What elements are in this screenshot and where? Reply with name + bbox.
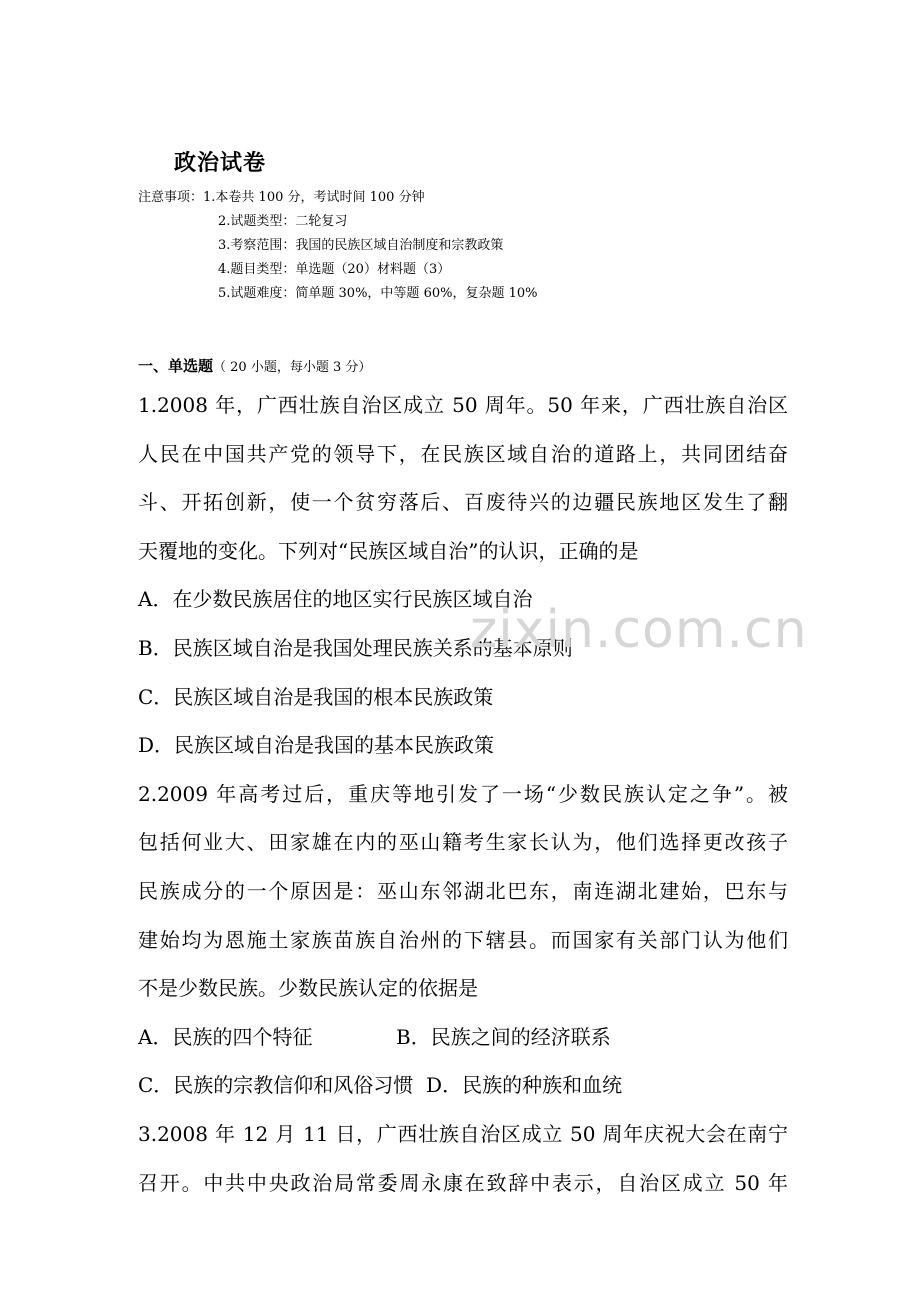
question-2-option-c: C．民族的宗教信仰和风俗习惯 <box>138 1073 414 1098</box>
watermark: zixin.com.cn <box>470 600 808 660</box>
question-2-options-row <box>138 1061 788 1110</box>
question-2-line: 不是少数民族。少数民族认定的依据是 <box>138 976 478 1001</box>
question-1-option-b: B．民族区域自治是我国处理民族关系的基本原则 <box>138 635 573 660</box>
section-meta: （ 20 小题，每小题 3 分） <box>213 360 372 375</box>
question-2-line: 建始均为恩施土家族苗族自治州的下辖县。而国家有关部门认为他们 <box>138 927 788 952</box>
question-1-option-a: A．在少数民族居住的地区实行民族区域自治 <box>138 587 533 612</box>
question-3-line: 3.2008 年 12 月 11 日，广西壮族自治区成立 50 周年庆祝大会在南宁 <box>138 1121 788 1146</box>
question-2-option-d: D．民族的种族和血统 <box>426 1073 623 1098</box>
section-heading <box>138 355 371 376</box>
notes-item: 1.本卷共 100 分，考试时间 100 分钟 <box>203 190 425 205</box>
notes-item: 3.考察范围：我国的民族区域自治制度和宗教政策 <box>218 238 504 253</box>
page-title: 政治试卷 <box>174 150 267 176</box>
question-1-line: 1.2008 年，广西壮族自治区成立 50 周年。50 年来，广西壮族自治区 <box>138 393 788 417</box>
question-3-line: 召开。中共中央政治局常委周永康在致辞中表示，自治区成立 50 年 <box>138 1170 788 1195</box>
section-title: 一、单选题 <box>138 357 214 375</box>
question-2-line: 民族成分的一个原因是：巫山东邻湖北巴东，南连湖北建始，巴东与 <box>138 878 788 903</box>
notes-item: 4.题目类型：单选题（20）材料题（3） <box>218 262 451 277</box>
question-1-line: 人民在中国共产党的领导下，在民族区域自治的道路上，共同团结奋 <box>138 441 788 466</box>
question-1-line: 天覆地的变化。下列对“民族区域自治”的认识，正确的是 <box>138 538 639 563</box>
question-2-line: 包括何业大、田家雄在内的巫山籍考生家长认为，他们选择更改孩子 <box>138 830 788 855</box>
question-2-option-a: A．民族的四个特征 <box>138 1024 313 1049</box>
exam-notes <box>138 186 537 306</box>
question-1-option-c: C．民族区域自治是我国的根本民族政策 <box>138 684 494 709</box>
questions-body <box>138 381 788 1207</box>
question-2-line: 2.2009 年高考过后，重庆等地引发了一场“少数民族认定之争”。被 <box>138 781 788 806</box>
question-1-line: 斗、开拓创新，使一个贫穷落后、百废待兴的边疆民族地区发生了翻 <box>138 490 788 515</box>
notes-label: 注意事项： <box>138 190 204 205</box>
notes-item: 2.试题类型：二轮复习 <box>218 214 348 229</box>
question-2-options-row <box>138 1013 788 1062</box>
notes-item: 5.试题难度：简单题 30%，中等题 60%，复杂题 10% <box>218 286 538 301</box>
question-2-option-b: B．民族之间的经济联系 <box>396 1024 611 1049</box>
question-1-option-d: D．民族区域自治是我国的基本民族政策 <box>138 733 495 758</box>
